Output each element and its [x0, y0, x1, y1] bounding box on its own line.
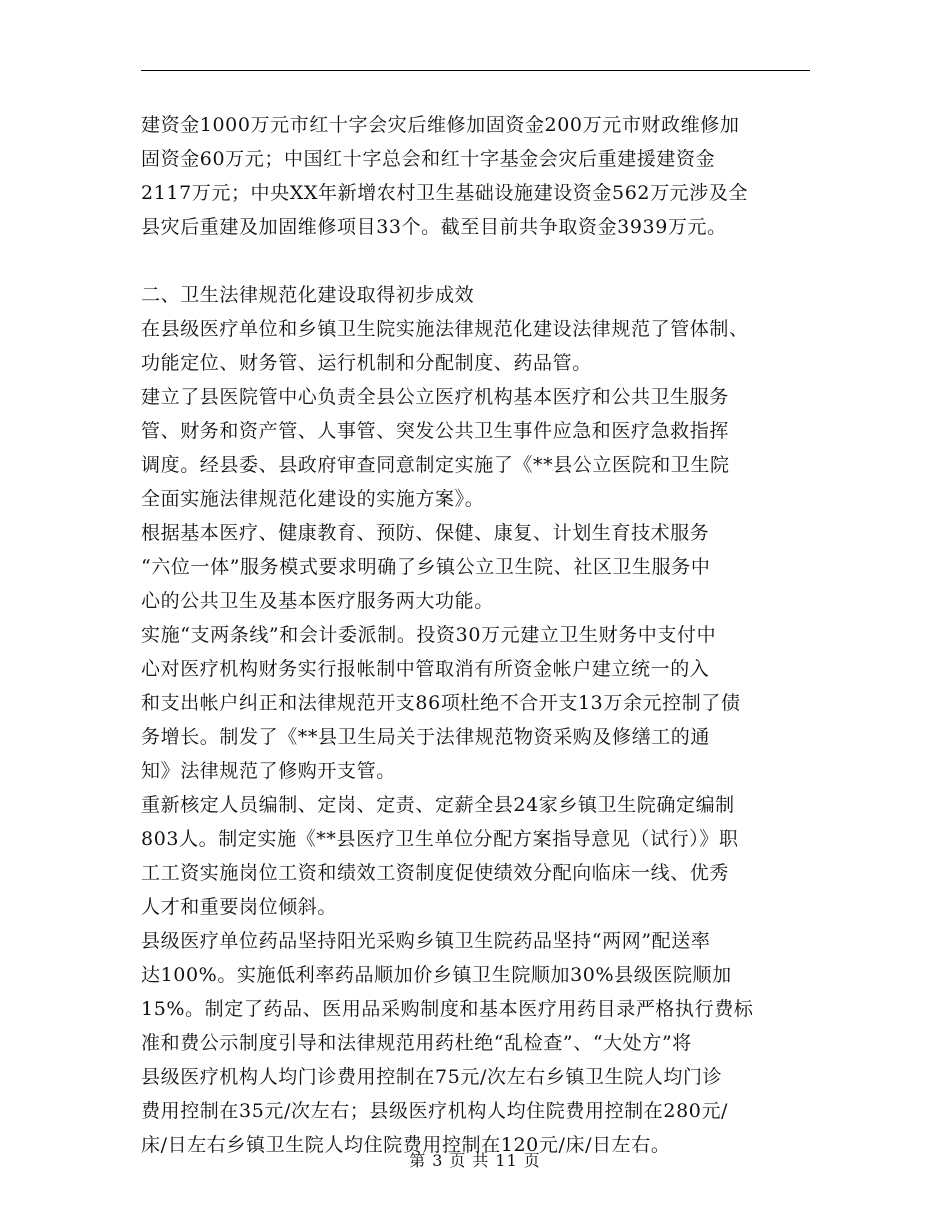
text-line: 县级医疗机构人均门诊费用控制在75元/次左右乡镇卫生院人均门诊: [141, 1066, 723, 1088]
text-line: 心的公共卫生及基本医疗服务两大功能。: [141, 590, 494, 612]
text-line: 15%。制定了药品、医用品采购制度和基本医疗用药目录严格执行费标: [141, 998, 754, 1020]
body-text: [141, 108, 821, 1162]
text-line: 调度。经县委、县政府审查同意制定实施了《**县公立医院和卫生院: [141, 454, 730, 476]
text-line: 803人。制定实施《**县医疗卫生单位分配方案指导意见（试行）》职: [141, 828, 739, 850]
page-footer: [0, 1148, 950, 1171]
section-heading: 二、卫生法律规范化建设取得初步成效: [141, 284, 475, 306]
text-line: 实施“支两条线”和会计委派制。投资30万元建立卫生财务中支付中: [141, 624, 717, 646]
text-line: 和支出帐户纠正和法律规范开支86项杜绝不合开支13万余元控制了债: [141, 692, 741, 714]
text-line: 床/日左右乡镇卫生院人均住院费用控制在120元/床/日左右。: [141, 1134, 671, 1156]
paragraph-gap: [141, 244, 821, 278]
text-line: 县灾后重建及加固维修项目33个。截至目前共争取资金3939万元。: [141, 216, 727, 238]
footer-suffix: 页: [523, 1151, 541, 1170]
text-line: 管、财务和资产管、人事管、突发公共卫生事件应急和医疗急救指挥: [141, 420, 730, 442]
text-line: 县级医疗单位药品坚持阳光采购乡镇卫生院药品坚持“两网”配送率: [141, 930, 711, 952]
text-line: 重新核定人员编制、定岗、定责、定薪全县24家乡镇卫生院确定编制: [141, 794, 735, 816]
footer-prefix: 第: [409, 1151, 427, 1170]
text-line: 功能定位、财务管、运行机制和分配制度、药品管。: [141, 352, 592, 374]
text-line: 人才和重要岗位倾斜。: [141, 896, 338, 918]
text-line: 务增长。制发了《**县卫生局关于法律规范物资采购及修缮工的通: [141, 726, 711, 748]
text-line: 心对医疗机构财务实行报帐制中管取消有所资金帐户建立统一的入: [141, 658, 710, 680]
text-line: 在县级医疗单位和乡镇卫生院实施法律规范化建设法律规范了管体制、: [141, 318, 749, 340]
text-line: 根据基本医疗、健康教育、预防、保健、康复、计划生育技术服务: [141, 522, 710, 544]
header-rule: [141, 70, 810, 71]
text-line: 工工资实施岗位工资和绩效工资制度促使绩效分配向临床一线、优秀: [141, 862, 730, 884]
text-line: 固资金60万元；中国红十字总会和红十字基金会灾后重建援建资金: [141, 148, 716, 170]
footer-total-word: 共: [472, 1151, 490, 1170]
text-line: 知》法律规范了修购开支管。: [141, 760, 396, 782]
text-line: 全面实施法律规范化建设的实施方案》。: [141, 488, 485, 510]
footer-page-word: 页: [449, 1151, 467, 1170]
text-line: 费用控制在35元/次左右；县级医疗机构人均住院费用控制在280元/: [141, 1100, 729, 1122]
text-line: 建立了县医院管中心负责全县公立医疗机构基本医疗和公共卫生服务: [141, 386, 730, 408]
text-line: “六位一体”服务模式要求明确了乡镇公立卫生院、社区卫生服务中: [141, 556, 711, 578]
current-page-number: 3: [432, 1151, 444, 1170]
text-line: 2117万元；中央XX年新增农村卫生基础设施建设资金562万元涉及全: [141, 182, 749, 204]
total-page-count: 11: [495, 1151, 518, 1170]
text-line: 准和费公示制度引导和法律规范用药杜绝“乱检查”、“大处方”将: [141, 1032, 692, 1054]
text-line: 达100%。实施低利率药品顺加价乡镇卫生院顺加30%县级医院顺加: [141, 964, 732, 986]
text-line: 建资金1000万元市红十字会灾后维修加固资金200万元市财政维修加: [141, 114, 740, 136]
